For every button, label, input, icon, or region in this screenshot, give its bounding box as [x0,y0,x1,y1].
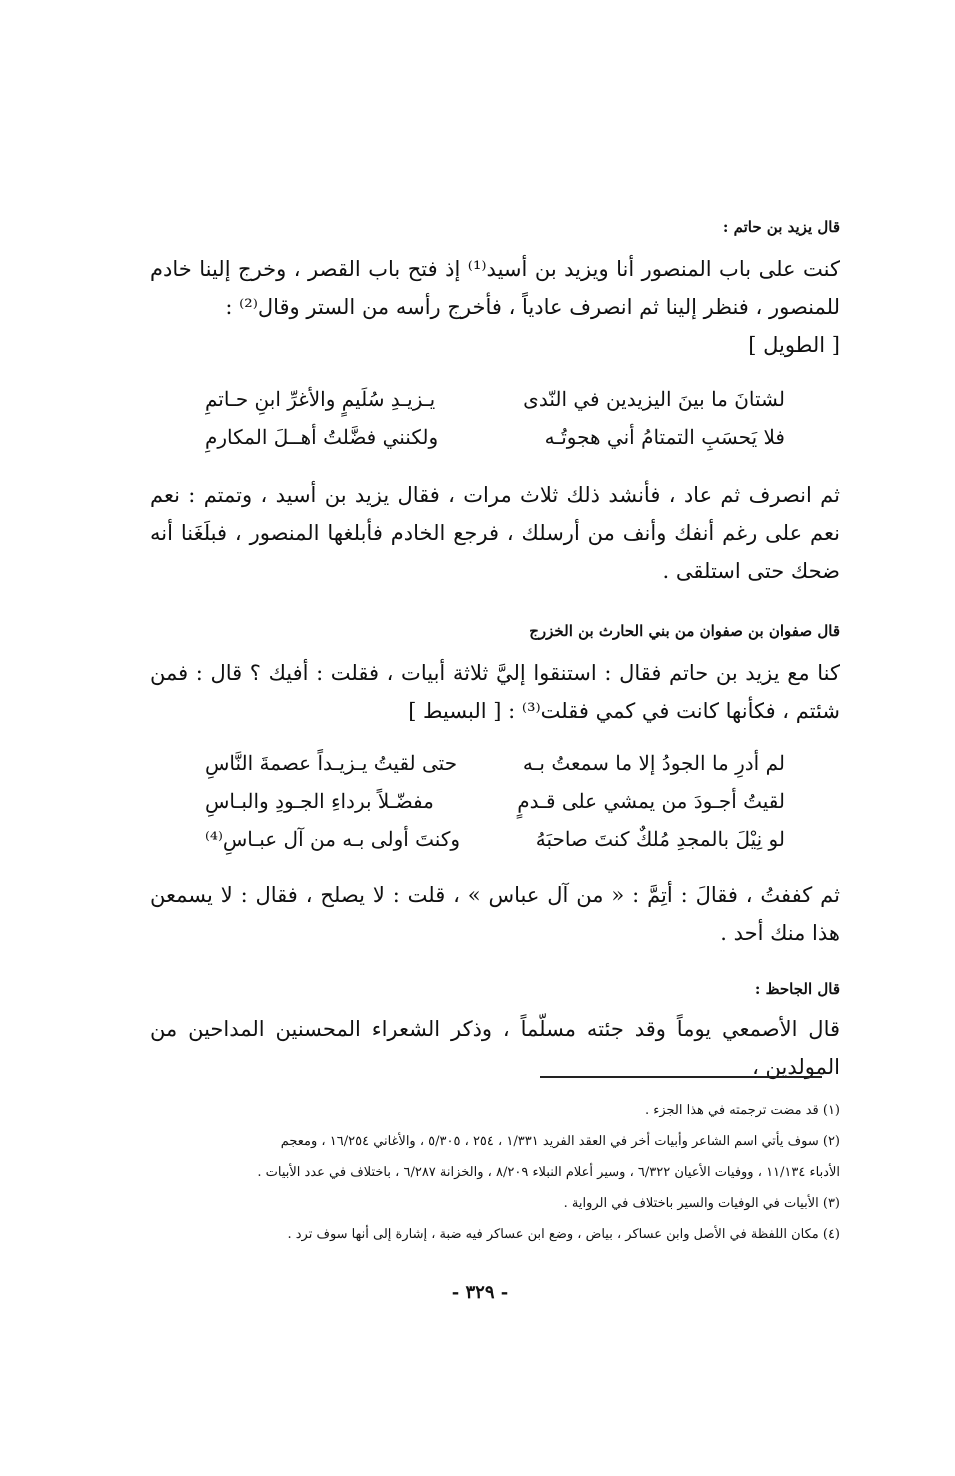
page-number: - ٣٢٩ - [451,1282,509,1303]
footnote: (٣) الأبيات في الوفيات والسير باختلاف في الرواية . [563,1196,840,1211]
paragraph-text: قال الأصمعي يوماً وقد جئته مسلّماً ، وذكر الشعراء المحسنين المداحين من المولدين ، [150,1017,840,1079]
paragraph-text: كنا مع يزيد بن حاتم فقال : استنقوا إليَّ ثلاثة أبيات ، فقلت : أفيك ؟ قال : فمن شئتم ، فكأنها كانت في كمي فقلت⁽³⁾ : [ البسيط ] [150,661,840,723]
hemistich: حتى لقيتُ يـزيـداً عصمةَ النَّاسِ [205,751,458,775]
hemistich: يـزيـدِ سُلَيمٍ والأغرِّ ابنِ حـاتمِ [205,387,436,411]
poem [205,744,785,858]
meter-label: [ الطويل ] [748,333,840,357]
footnote: (٤) مكان اللفظة في الأصل وابن عساكر ، بياض ، وضع ابن عساكر فيه ضبة ، إشارة إلى أنها سوف ترد . [287,1227,840,1242]
section-heading: قال صفوان بن صفوان من بني الحارث بن الخزرج [529,622,840,640]
poem [205,380,785,456]
footnote-separator [540,1076,822,1078]
hemistich: فلا يَحسَبِ التمتامُ أني هجوتُـه [544,425,785,449]
hemistich: وكنتَ أولى بـه من آل عبـاسِ⁽⁴⁾ [205,827,460,851]
paragraph [150,1010,840,1086]
paragraph [150,876,840,952]
hemistich: لو نِيْلَ بالمجدِ مُلكٌ كنتَ صاحبَهُ [535,827,785,851]
section-heading: قال يزيد بن حاتم : [722,218,840,236]
footnotes [150,1095,840,1250]
verse [205,820,785,858]
paragraph-text: ثم انصرف ثم عاد ، فأنشد ذلك ثلاث مرات ، فقال يزيد بن أسيد ، وتمتم : نعم نعم على رغم أنفك وأنف من أرسلك ، فرجع الخادم فأبلغها المنصور ، فبلَغَنا أنه ضحك حتى استلقى . [150,483,840,583]
hemistich: لم أدرِ ما الجودُ إلا ما سمعتُ بـه [522,751,785,775]
hemistich: لقيتُ أجـودَ من يمشي على قـدمٍ [517,789,785,813]
paragraph-text: كنت على باب المنصور أنا ويزيد بن أسيد⁽¹⁾ إذ فتح باب القصر ، وخرج إلينا خادم للمنصور ، فنظر إلينا ثم انصرف عادياً ، فأخرج رأسه من الستر وقال⁽²⁾ : [150,257,840,319]
hemistich: مفضّـلاً برداءِ الجـودِ والبـاسِ [205,789,434,813]
verse [205,380,785,418]
paragraph [150,250,840,364]
verse [205,782,785,820]
footnote: (١) قد مضت ترجمته في هذا الجزء . [644,1103,840,1118]
paragraph-text: ثم كففتُ ، فقالَ : أتِمَّ : « من آل عباس » ، قلت : لا يصلح ، فقال : لا يسمعن هذا منك أحد . [150,883,840,945]
hemistich: لشتانَ ما بينَ اليزيدين في النّدى [523,387,785,411]
footnote: الأدباء ١١/١٣٤ ، ووفيات الأعيان ٦/٣٢٢ ، وسير أعلام النبلاء ٨/٢٠٩ ، والخزانة ٦/٢٨٧ ، باختلاف في عدد الأبيات . [257,1165,840,1180]
section-heading: قال الجاحظ : [754,980,840,998]
verse [205,418,785,456]
paragraph [150,476,840,590]
verse [205,744,785,782]
footnote: (٢) سوف يأتي اسم الشاعر وأبيات أخر في العقد الفريد ١/٣٣١ ، ٢٥٤ ، ٥/٣٠٥ ، والأغاني ١٦/٢٥٤ ، ومعجم [280,1134,840,1149]
hemistich: ولكنني فضَّلتُ أهــلَ المكارمِ [205,425,439,449]
paragraph [150,654,840,730]
